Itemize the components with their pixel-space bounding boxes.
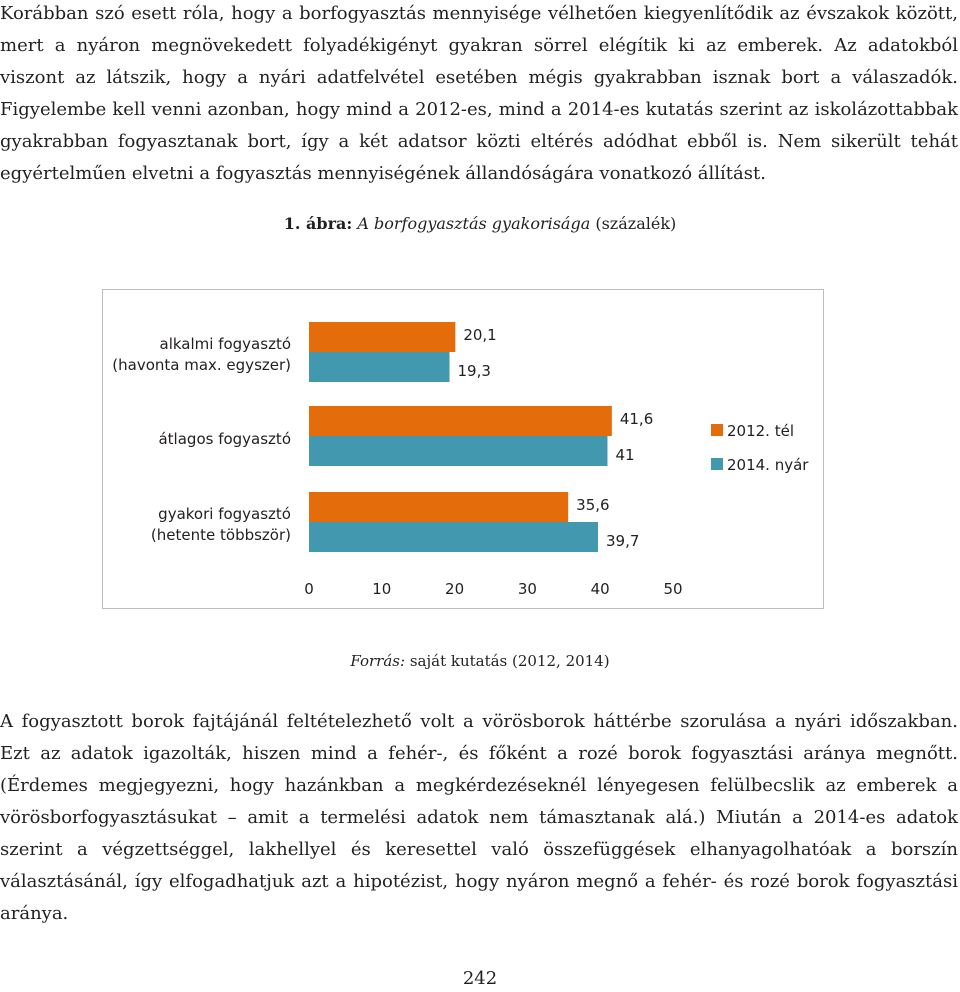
figure-source <box>0 649 960 673</box>
category-label-2-line-1: átlagos fogyasztó <box>158 429 291 448</box>
x-tick-label-30: 30 <box>517 580 537 598</box>
legend-swatch-1 <box>711 424 723 436</box>
x-tick-label-40: 40 <box>590 580 610 598</box>
x-tick-label-50: 50 <box>663 580 683 598</box>
x-tick-label-20: 20 <box>445 580 465 598</box>
page-number: 242 <box>462 968 498 989</box>
legend-swatch-2 <box>711 458 723 470</box>
body-paragraph-2: A fogyasztott borok fajtájánál feltételezhető volt a vörösborok háttérbe szorulása a nyári időszakban. Ezt az adatok igazolták, hiszen mind a fehér-, és főként a rozé borok fogyasztási aránya megnőtt. (Érdemes megjegyezni, hogy hazánkban a megkérdezéseknél lényegesen felülbecslik az emberek a vörösborfogyasztásukat – amit a termelési adatok nem támasztanak alá.) Miután a 2014-es adatok szerint a végzettséggel, lakhellyel és keresettel való összefüggések elhanyagolhatóak a borszín választásánál, így elfogadhatjuk azt a hipotézist, hogy nyáron megnő a fehér- és rozé borok fogyasztási aránya. <box>0 711 958 924</box>
x-tick-label-0: 0 <box>304 580 314 598</box>
figure-unit: (százalék) <box>595 214 677 233</box>
figure-title: A borfogyasztás gyakorisága <box>357 214 591 233</box>
figure-number: 1. ábra: <box>283 214 353 233</box>
bar-1-series-1 <box>309 322 455 352</box>
figure-caption <box>0 212 960 236</box>
data-label-3-series-2: 39,7 <box>606 532 640 550</box>
category-label-1-line-1: alkalmi fogyasztó <box>159 335 291 353</box>
source-text: saját kutatás (2012, 2014) <box>409 652 610 670</box>
legend-label-1: 2012. tél <box>727 422 794 440</box>
chart-plot <box>103 290 823 608</box>
data-label-2-series-1: 41,6 <box>619 410 654 428</box>
data-label-3-series-1: 35,6 <box>576 496 610 514</box>
bar-chart <box>102 289 824 609</box>
bar-3-series-2 <box>309 522 598 552</box>
bar-2-series-1 <box>309 406 612 436</box>
body-paragraph-1: Korábban szó esett róla, hogy a borfogyasztás mennyisége vélhetően kiegyenlítődik az évszakok között, mert a nyáron megnövekedett folyadékigényt gyakran sörrel elégítik ki az emberek. Az adatokból viszont az látszik, hogy a nyári adatfelvétel esetében mégis gyakrabban isznak bort a válaszadók. Figyelembe kell venni azonban, hogy mind a 2012-es, mind a 2014-es kutatás szerint az iskolázottabbak gyakrabban fogyasztanak bort, így a két adatsor közti eltérés adódhat ebből is. Nem sikerült tehát egyértelműen elvetni a fogyasztás mennyiségének állandóságára vonatkozó állítást. <box>0 3 958 184</box>
source-label: Forrás: <box>350 652 406 670</box>
data-label-1-series-1: 20,1 <box>463 326 497 344</box>
x-tick-label-10: 10 <box>372 580 392 598</box>
bar-2-series-2 <box>309 436 607 466</box>
category-label-3-line-1: gyakori fogyasztó <box>158 505 291 523</box>
category-label-1-line-2: (havonta max. egyszer) <box>112 356 291 374</box>
data-label-1-series-2: 19,3 <box>457 362 491 380</box>
data-label-2-series-2: 41 <box>615 446 635 464</box>
legend-label-2: 2014. nyár <box>727 456 809 474</box>
category-label-3-line-2: (hetente többször) <box>150 526 291 544</box>
bar-1-series-2 <box>309 352 450 382</box>
bar-3-series-1 <box>309 492 568 522</box>
